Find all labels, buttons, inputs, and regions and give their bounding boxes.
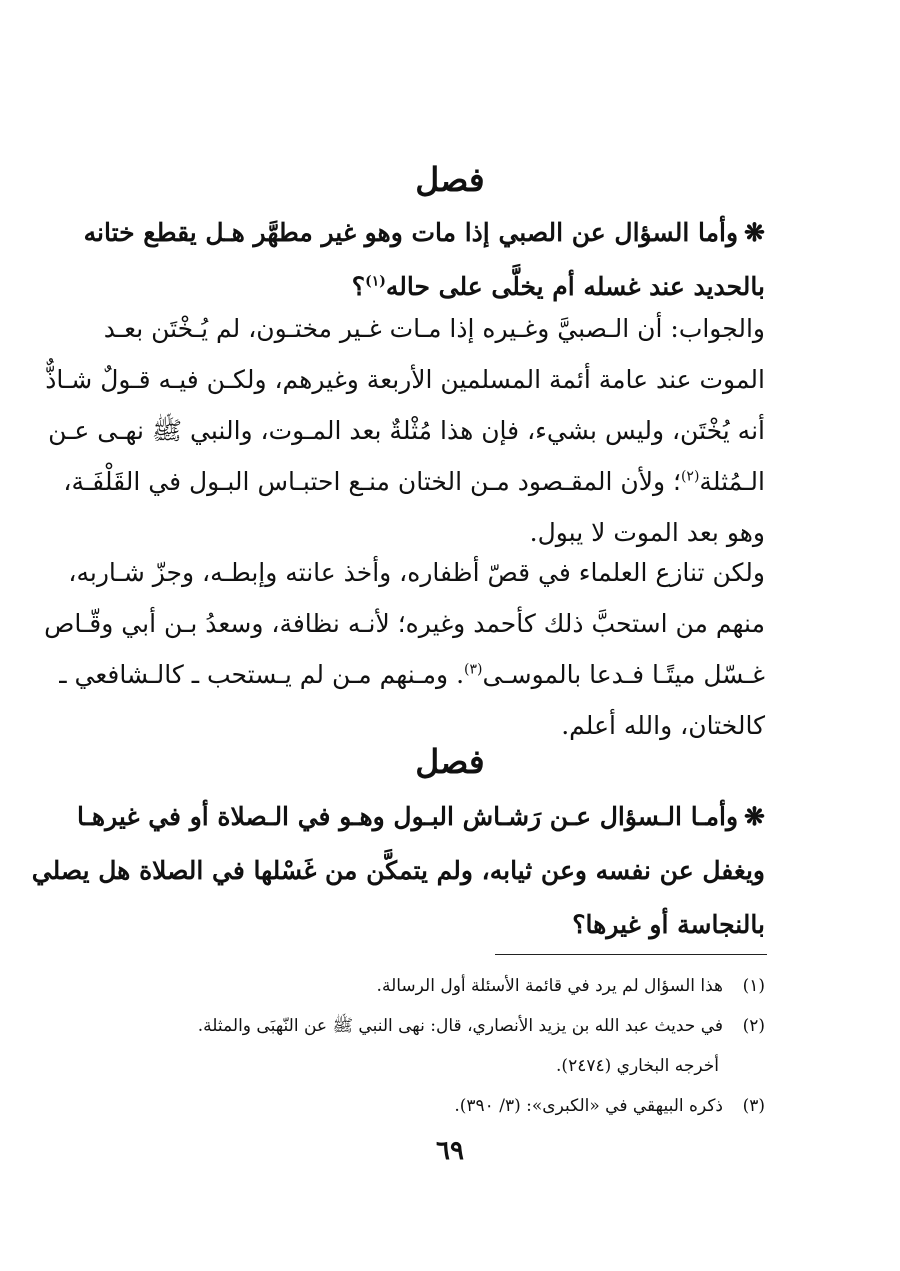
footnote-1: (١)هذا السؤال لم يرد في قائمة الأسئلة أول الرسالة. bbox=[376, 976, 765, 996]
question-1 bbox=[83, 206, 765, 314]
section-heading-2: فصل bbox=[415, 742, 485, 781]
footnote-separator bbox=[495, 954, 767, 955]
star-icon: ❋ bbox=[744, 218, 765, 247]
answer-2-line-2: منهم من استحبَّ ذلك كأحمد وغيره؛ لأنـه نظافة، وسعدُ بـن أبي وقّـاص bbox=[44, 609, 765, 638]
answer-paragraph-1 bbox=[45, 303, 765, 558]
footnote-2: (٢)في حديث عبد الله بن يزيد الأنصاري، قال: نهى النبي ﷺ عن النّهبَى والمثلة. bbox=[197, 1016, 765, 1036]
answer-1-line-1: والجواب: أن الـصبيَّ وغـيره إذا مـات غـير مختـون، لم يُـخْتَن بعـد bbox=[103, 314, 765, 343]
footnote-ref-1[interactable]: (١) bbox=[365, 273, 386, 290]
footnote-ref-2[interactable]: (٢) bbox=[680, 468, 700, 485]
question-2-line-1: ❋وأمـا الـسؤال عـن رَشـاش البـول وهـو في الـصلاة أو في غيرهـا bbox=[76, 802, 765, 831]
question-2-line-2: ويغفل عن نفسه وعن ثيابه، ولم يتمكَّن من غَسْلها في الصلاة هل يصلي bbox=[31, 856, 765, 885]
star-icon: ❋ bbox=[744, 802, 765, 831]
question-1-line-1: ❋وأما السؤال عن الصبي إذا مات وهو غير مطهَّر هـل يقطع ختانه bbox=[83, 218, 765, 247]
answer-paragraph-2 bbox=[44, 547, 765, 751]
question-1-line-2: بالحديد عند غسله أم يخلَّى على حاله$^{(١)}$؟ bbox=[351, 272, 765, 301]
answer-1-line-5: وهو بعد الموت لا يبول. bbox=[529, 518, 765, 547]
section-heading-1: فصل bbox=[415, 160, 485, 199]
answer-2-line-4: كالختان، والله أعلم. bbox=[561, 711, 765, 740]
question-2-line-3: بالنجاسة أو غيرها؟ bbox=[572, 910, 765, 939]
answer-1-line-2: الموت عند عامة أئمة المسلمين الأربعة وغيرهم، ولكـن فيـه قـولٌ شـاذٌّ bbox=[45, 365, 765, 394]
question-2 bbox=[31, 790, 765, 952]
footnotes bbox=[105, 966, 765, 1126]
answer-1-line-4: الـمُثلة$^{(٢)}$؛ ولأن المقـصود مـن الختان منـع احتبـاس البـول في القَلْفَـة، bbox=[63, 467, 765, 496]
footnote-3: (٣)ذكره البيهقي في «الكبرى»: (٣/ ٣٩٠). bbox=[454, 1096, 765, 1116]
answer-1-line-3: أنه يُخْتَن، وليس بشيء، فإن هذا مُثْلةٌ بعد المـوت، والنبي ﷺ نهـى عـن bbox=[48, 416, 765, 445]
answer-2-line-1: ولكن تنازع العلماء في قصّ أظفاره، وأخذ عانته وإبطـه، وجزّ شـاربه، bbox=[68, 558, 765, 587]
answer-2-line-3: غـسّل ميتًـا فـدعا بالموسـى$^{(٣)}$. ومـنهم مـن لم يـستحب ـ كالـشافعي ـ bbox=[59, 660, 765, 689]
footnote-2-continuation: أخرجه البخاري (٢٤٧٤). bbox=[556, 1056, 719, 1076]
footnote-ref-3[interactable]: (٣) bbox=[464, 661, 483, 678]
page-number: ٦٩ bbox=[436, 1136, 464, 1166]
